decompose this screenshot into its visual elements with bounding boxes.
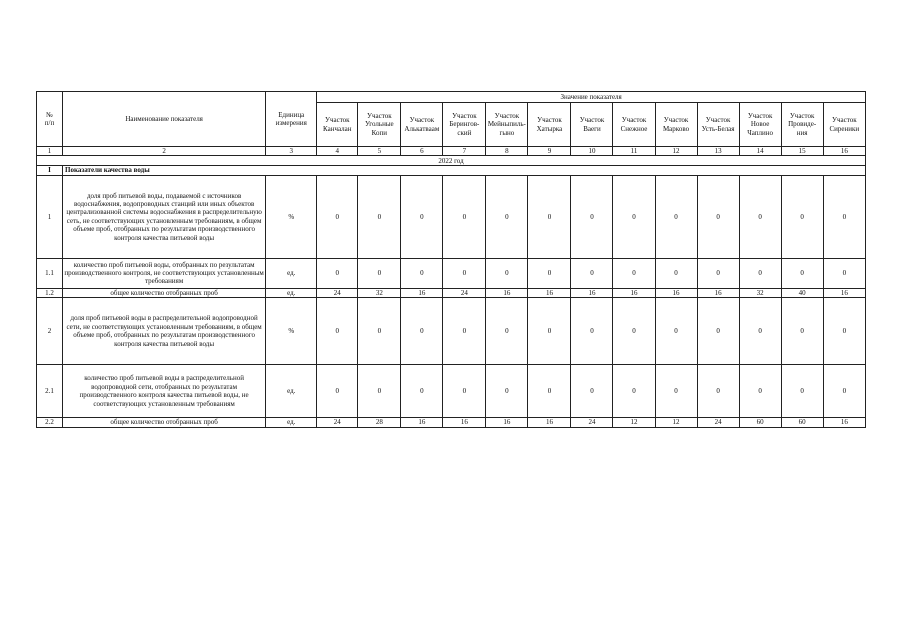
column-number: 12 [655, 147, 697, 156]
header-site: Участок Марково [655, 103, 697, 147]
column-number: 7 [443, 147, 486, 156]
row-value: 16 [823, 418, 865, 427]
column-number: 10 [571, 147, 613, 156]
row-value: 0 [739, 365, 781, 418]
row-value: 0 [358, 365, 401, 418]
row-name: доля проб питьевой воды в распределительной водопроводной сети, не соответствующих установленным требованиям, в общем объеме проб, отобранных по результатам производственного контроля качества питьевой воды [63, 298, 266, 365]
row-value: 60 [781, 418, 823, 427]
row-value: 60 [739, 418, 781, 427]
row-value: 0 [401, 258, 443, 288]
header-name: Наименование показателя [63, 92, 266, 147]
table-row [37, 288, 866, 297]
header-site: Участок Хатырка [528, 103, 571, 147]
row-value: 0 [823, 298, 865, 365]
table-row [37, 365, 866, 418]
column-number: 15 [781, 147, 823, 156]
column-number: 6 [401, 147, 443, 156]
row-value: 0 [697, 365, 739, 418]
row-value: 24 [317, 418, 358, 427]
row-num: 2.2 [37, 418, 63, 427]
column-number: 3 [266, 147, 317, 156]
row-value: 0 [528, 258, 571, 288]
row-value: 0 [443, 365, 486, 418]
column-number: 8 [486, 147, 528, 156]
table-row [37, 298, 866, 365]
row-value: 40 [781, 288, 823, 297]
row-unit: ед. [266, 365, 317, 418]
row-value: 0 [613, 175, 655, 258]
header-site: Участок Усть-Белая [697, 103, 739, 147]
row-value: 0 [781, 298, 823, 365]
row-value: 0 [317, 175, 358, 258]
row-value: 0 [401, 175, 443, 258]
row-value: 0 [528, 298, 571, 365]
year-label: 2022 год [37, 156, 866, 166]
row-value: 0 [443, 258, 486, 288]
column-number: 2 [63, 147, 266, 156]
row-value: 0 [823, 365, 865, 418]
row-value: 16 [486, 418, 528, 427]
header-site: Участок Новое Чаплино [739, 103, 781, 147]
column-number: 11 [613, 147, 655, 156]
section-title: Показатели качества воды [63, 166, 866, 175]
header-values-group: Значение показателя [317, 92, 866, 103]
row-value: 32 [358, 288, 401, 297]
row-value: 12 [613, 418, 655, 427]
row-value: 0 [358, 175, 401, 258]
row-value: 0 [739, 175, 781, 258]
row-value: 16 [697, 288, 739, 297]
row-value: 0 [317, 298, 358, 365]
header-unit: Единица измерения [266, 92, 317, 147]
header-site: Участок Алькатваам [401, 103, 443, 147]
row-unit: ед. [266, 418, 317, 427]
row-value: 0 [528, 175, 571, 258]
table-row [37, 258, 866, 288]
row-value: 16 [401, 288, 443, 297]
row-value: 0 [655, 365, 697, 418]
row-name: количество проб питьевой воды, отобранных по результатам производственного контроля, не соответствующих установленным требованиям [63, 258, 266, 288]
row-name: общее количество отобранных проб [63, 288, 266, 297]
row-value: 0 [571, 258, 613, 288]
row-value: 16 [823, 288, 865, 297]
header-site: Участок Провиде- ния [781, 103, 823, 147]
row-unit: ед. [266, 288, 317, 297]
column-number: 13 [697, 147, 739, 156]
row-num: 1.1 [37, 258, 63, 288]
row-value: 0 [486, 365, 528, 418]
row-value: 16 [528, 418, 571, 427]
row-value: 0 [697, 298, 739, 365]
row-value: 16 [528, 288, 571, 297]
row-value: 0 [358, 258, 401, 288]
row-value: 0 [401, 365, 443, 418]
header-site: Участок Канчалан [317, 103, 358, 147]
indicator-table [36, 91, 866, 428]
row-value: 0 [781, 365, 823, 418]
row-value: 24 [317, 288, 358, 297]
row-value: 0 [443, 175, 486, 258]
row-unit: % [266, 298, 317, 365]
row-value: 16 [655, 288, 697, 297]
row-value: 16 [571, 288, 613, 297]
row-unit: % [266, 175, 317, 258]
column-number: 16 [823, 147, 865, 156]
row-value: 0 [613, 365, 655, 418]
column-number: 5 [358, 147, 401, 156]
header-site: Участок Сиреники [823, 103, 865, 147]
row-value: 24 [697, 418, 739, 427]
header-site: Участок Ваеги [571, 103, 613, 147]
row-value: 0 [823, 258, 865, 288]
table-row [37, 175, 866, 258]
row-value: 16 [443, 418, 486, 427]
row-value: 0 [486, 175, 528, 258]
column-number: 1 [37, 147, 63, 156]
header-num: № п/п [37, 92, 63, 147]
row-value: 16 [401, 418, 443, 427]
row-value: 0 [613, 298, 655, 365]
header-site: Участок Мейныпиль- гыно [486, 103, 528, 147]
row-value: 0 [781, 258, 823, 288]
row-value: 0 [571, 298, 613, 365]
row-value: 0 [317, 365, 358, 418]
row-value: 0 [528, 365, 571, 418]
header-site: Участок Берингов- ский [443, 103, 486, 147]
row-value: 0 [739, 298, 781, 365]
row-value: 0 [655, 258, 697, 288]
row-value: 16 [486, 288, 528, 297]
row-value: 12 [655, 418, 697, 427]
row-value: 0 [655, 175, 697, 258]
table-row [37, 418, 866, 427]
row-value: 0 [739, 258, 781, 288]
section-num: I [37, 166, 63, 175]
row-value: 0 [401, 298, 443, 365]
row-value: 0 [317, 258, 358, 288]
row-value: 0 [781, 175, 823, 258]
row-name: общее количество отобранных проб [63, 418, 266, 427]
row-value: 28 [358, 418, 401, 427]
row-num: 2.1 [37, 365, 63, 418]
header-site: Участок Снежное [613, 103, 655, 147]
row-value: 0 [443, 298, 486, 365]
row-value: 0 [571, 175, 613, 258]
row-value: 24 [443, 288, 486, 297]
row-value: 0 [697, 258, 739, 288]
row-name: количество проб питьевой воды в распределительной водопроводной сети, отобранных по результатам производственного контроля качества питьевой воды, не соответствующих установленным требованиям [63, 365, 266, 418]
column-number: 4 [317, 147, 358, 156]
row-unit: ед. [266, 258, 317, 288]
header-site: Участок Угольные Копи [358, 103, 401, 147]
row-value: 0 [697, 175, 739, 258]
row-value: 32 [739, 288, 781, 297]
row-value: 0 [823, 175, 865, 258]
column-number: 14 [739, 147, 781, 156]
row-value: 0 [613, 258, 655, 288]
row-num: 2 [37, 298, 63, 365]
row-value: 0 [486, 298, 528, 365]
row-name: доля проб питьевой воды, подаваемой с источников водоснабжения, водопроводных станций или иных объектов централизованной системы водоснабжения в распределительную сеть, не соответствующих установленным требованиям, в общем объеме проб, отобранных по результатам производственного контроля качества питьевой воды [63, 175, 266, 258]
row-value: 0 [571, 365, 613, 418]
row-num: 1.2 [37, 288, 63, 297]
row-num: 1 [37, 175, 63, 258]
row-value: 16 [613, 288, 655, 297]
row-value: 0 [486, 258, 528, 288]
row-value: 0 [655, 298, 697, 365]
row-value: 0 [358, 298, 401, 365]
column-number: 9 [528, 147, 571, 156]
row-value: 24 [571, 418, 613, 427]
